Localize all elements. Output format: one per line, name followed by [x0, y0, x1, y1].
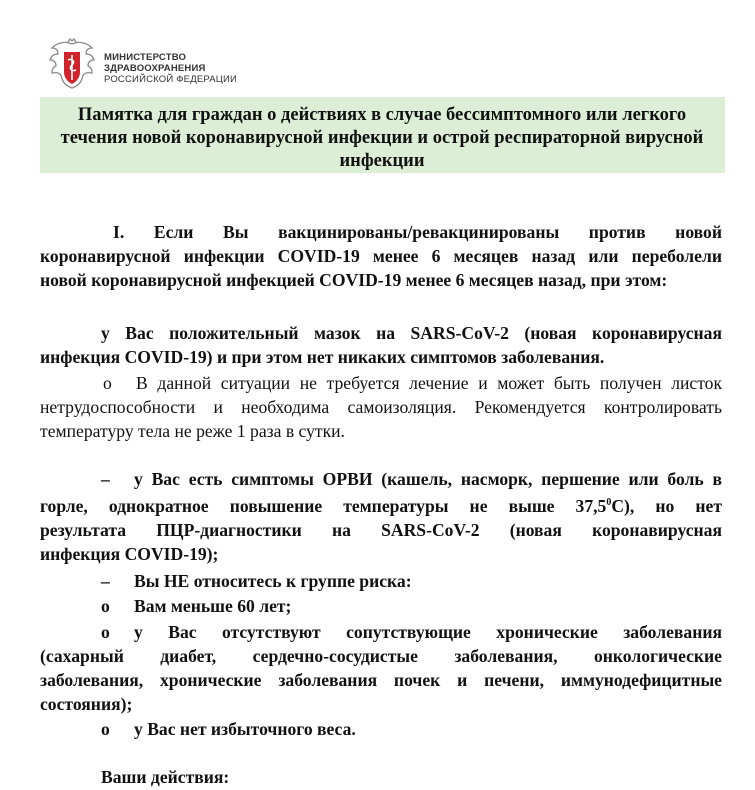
ministry-header — [44, 38, 344, 90]
list-item-line: заболевания, хронические заболевания почек и печени, иммунодефицитные — [40, 670, 722, 690]
case2-line: результата ПЦР-диагностики на SARS-CoV-2 (новая коронавирусная — [40, 519, 722, 540]
ministry-name-line2: ЗДРАВООХРАНЕНИЯ — [104, 63, 206, 74]
ministry-name-line1: МИНИСТЕРСТВО — [104, 52, 187, 63]
case2-paragraph — [40, 467, 722, 566]
dash-marker: – — [101, 469, 110, 489]
dash-marker: – — [101, 571, 110, 591]
list-item: o Вам меньше 60 лет; — [101, 596, 292, 616]
case1-line: у Вас положительный мазок на SARS-CoV-2 (новая коронавирусная — [101, 323, 722, 343]
case1-note — [40, 371, 722, 443]
bullet-marker: o — [101, 596, 110, 616]
list-item-line: o у Вас отсутствуют сопутствующие хронические заболевания — [101, 622, 722, 642]
list-item-line: состояния); — [40, 694, 133, 714]
list-item — [40, 620, 722, 716]
ministry-name-line3: РОССИЙСКОЙ ФЕДЕРАЦИИ — [104, 74, 238, 85]
risk-group-line: – Вы НЕ относитесь к группе риска: — [101, 571, 412, 591]
degree-sup: 0 — [606, 497, 612, 508]
section1-line: I. Если Вы вакцинированы/ревакцинированы против новой — [113, 222, 722, 242]
case2-line: инфекция COVID-19); — [40, 543, 219, 564]
section1-line: коронавирусной инфекции COVID-19 менее 6 месяцев назад или переболели — [40, 246, 722, 266]
list-item: o у Вас нет избыточного веса. — [101, 719, 356, 739]
actions-heading: Ваши действия: — [101, 767, 230, 787]
case2-line: горле, однократное повышение температуры не выше 37,5$^0$С), но нет — [40, 495, 722, 516]
case1-note-line: o В данной ситуации не требуется лечение и может быть получен листок — [103, 373, 722, 393]
case1-note-line: температуру тела не реже 1 раза в сутки. — [40, 421, 345, 441]
list-item-line: (сахарный диабет, сердечно-сосудистые заболевания, онкологические — [40, 646, 722, 666]
coat-of-arms-icon — [44, 38, 100, 90]
case2-line: – у Вас есть симптомы ОРВИ (кашель, насморк, першение или боль в — [101, 469, 722, 489]
case1-line: инфекция COVID-19) и при этом нет никаких симптомов заболевания. — [40, 347, 605, 367]
bullet-marker: o — [101, 622, 110, 642]
bullet-marker: o — [103, 373, 112, 393]
case1-note-line: нетрудоспособности и необходима самоизоляция. Рекомендуется контролировать — [40, 397, 722, 417]
section1-paragraph — [40, 220, 722, 292]
page-title: Памятка для граждан о действиях в случае бессимптомного или легкого течения новой коронавирусной инфекции и острой респираторной вирусной инфекции — [60, 105, 704, 171]
case1-paragraph — [40, 321, 722, 369]
section1-line: новой коронавирусной инфекцией COVID-19 менее 6 месяцев назад, при этом: — [40, 270, 668, 290]
bullet-marker: o — [101, 719, 110, 739]
